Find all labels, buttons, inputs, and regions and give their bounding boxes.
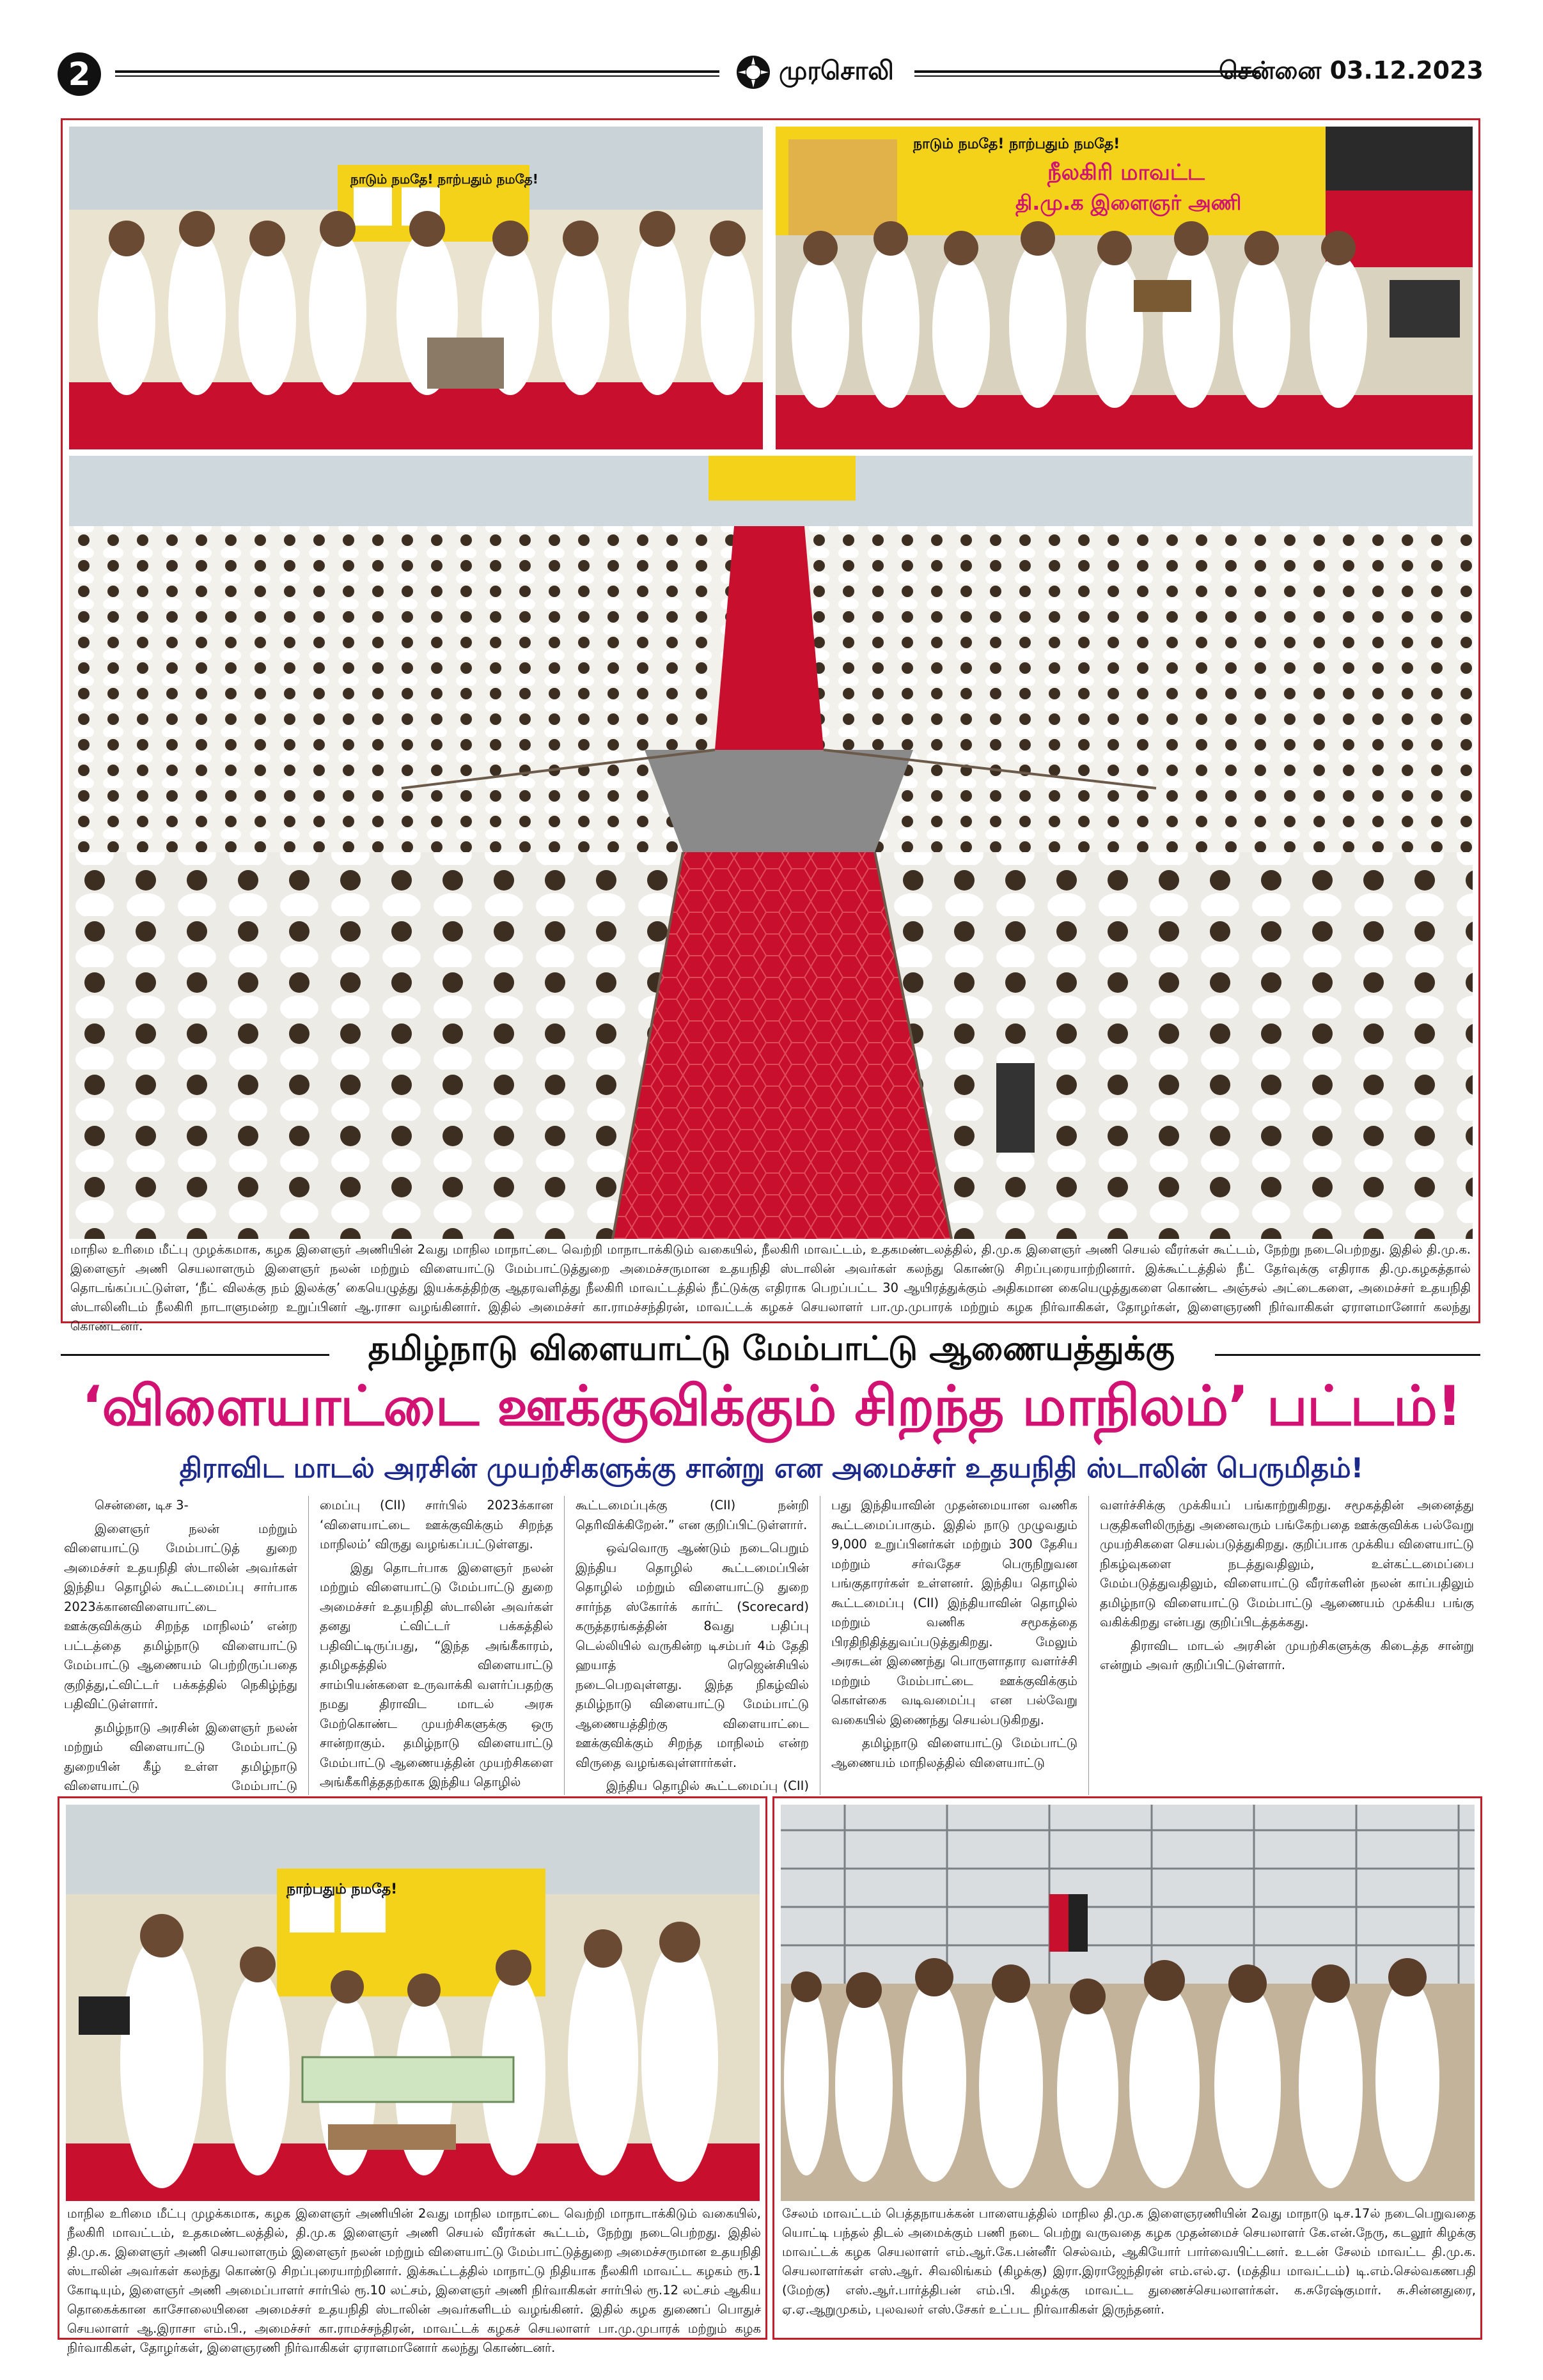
article-paragraph: பது இந்தியாவின் முதன்மையான வணிக கூட்டமைப்பாகும். இதில் நாடு முழுவதும் 9,000 உறுப்பினர்கள் மற்றும் 300 தேசிய மற்றும் சர்வதேச பெருநிறுவன பங்குதாரர்கள் உள்ளனர். இந்திய தொழில் கூட்டமைப்பு (CII) இந்தியாவின் தொழில் மற்றும் வணிக சமூகத்தை பிரதிநிதித்துவப்படுத்துகிறது. மேலும் அரசுடன் இணைந்து பொருளாதார வளர்ச்சி மற்றும் மேம்பாட்டை ஊக்குவிக்கும் கொள்கை வடிவமைப்பு என பல்வேறு வகையில் இணைந்து செயல்படுகிறது. [831, 1498, 1077, 1727]
photo-right-banner-text-2: நீலகிரி மாவட்ட [1047, 160, 1205, 185]
page-number: 2 [58, 52, 101, 96]
article-paragraph: தமிழ்நாடு அரசின் இளைஞர் நலன் மற்றும் விளையாட்டு மேம்பாட்டு துறையின் கீழ் உள்ள தமிழ்நாடு விளையாட்டு மேம்பாட்டு [64, 1720, 297, 1793]
column-separator [308, 1496, 309, 1795]
article-column-2 [320, 1496, 553, 1796]
photo-venue-inspection-image [781, 1805, 1475, 2201]
top-photo-block [61, 118, 1480, 1334]
photo-right-banner-text-3: தி.மு.க இளைஞர் அணி [1015, 191, 1242, 215]
photo-cheque-presentation [66, 1805, 760, 2201]
article-paragraph: கூட்டமைப்புக்கு (CII) நன்றி தெரிவிக்கிறேன்.” என குறிப்பிட்டுள்ளார். [576, 1498, 809, 1532]
article-paragraph: இந்திய தொழில் கூட்டமைப்பு (CII) [606, 1778, 809, 1793]
article-paragraph: இது தொடர்பாக இளைஞர் நலன் மற்றும் விளையாட்டு மேம்பாட்டு துறை அமைச்சர் உதயநிதி ஸ்டாலின் அவர்கள் தனது ட்விட்டர் பக்கத்தில் பதிவிட்டிருப்பது, “இந்த அங்கீகாரம், தமிழகத்தில் விளையாட்டு சாம்பியன்களை உருவாக்கி வளர்ப்பதற்கு நமது திராவிட மாடல் அரசு மேற்கொண்ட முயற்சிகளுக்கு ஒரு சான்றாகும். தமிழ்நாடு விளையாட்டு மேம்பாட்டு ஆணையத்தின் முயற்சிகளை அங்கீகரித்ததற்காக இந்திய தொழில் [320, 1560, 553, 1789]
photo-left-banner-text: நாடும் நமதே! நாற்பதும் நமதே! [350, 171, 538, 187]
top-photo-caption: மாநில உரிமை மீட்பு முழக்கமாக, கழக இளைஞர் அணியின் 2வது மாநில மாநாட்டை வெற்றி மாநாடாக்கிடும் வகையில், நீலகிரி மாவட்டம், உதகமண்டலத்தில், தி.மு.க இளைஞர் அணி செயல் வீரர்கள் கூட்டம், நேற்று நடைபெற்றது. இதில் தி.மு.க. இளைஞர் அணி செயலாளரும் இளைஞர் நலன் மற்றும் விளையாட்டு மேம்பாட்டுத்துறை அமைச்சருமான உதயநிதி ஸ்டாலின் அவர்கள் கலந்து கொண்டு சிறப்புரையாற்றினார். இக்கூட்டத்தில் நீட் தேர்வுக்கு எதிராக தி.மு.கழகத்தால் தொடங்கப்பட்டுள்ள, ‘நீட் விலக்கு நம் இலக்கு’ கையெழுத்து இயக்கத்திற்கு ஆதரவளித்து நீலகிரி மாவட்டத்தில் நீட்டுக்கு எதிராக பெறப்பட்ட 30 ஆயிரத்துக்கும் அதிகமான கையெழுத்துகளை கொண்ட அஞ்சல் அட்டைகளை, அமைச்சர் உதயநிதி ஸ்டாலினிடம் நீலகிரி நாடாளுமன்ற உறுப்பினர் ஆ.ராசா வழங்கினார். இதில் அமைச்சர் கா.ராமச்சந்திரன், மாவட்டக் கழகச் செயலாளர் பா.மு.முபாரக் மற்றும் கழக நிர்வாகிகள், தோழர்கள், இளைஞரணி நிர்வாகிகள் ஏராளமானோர் கலந்து கொண்டனர். [70, 1242, 1471, 1334]
article-column-4 [831, 1496, 1077, 1777]
article-headline: ‘விளையாட்டை ஊக்குவிக்கும் சிறந்த மாநிலம்’ பட்டம்! [81, 1374, 1462, 1438]
article-subhead: திராவிட மாடல் அரசின் முயற்சிகளுக்கு சான்று என அமைச்சர் உதயநிதி ஸ்டாலின் பெருமிதம்! [179, 1452, 1364, 1484]
masthead [58, 47, 1484, 111]
photo-crowd-meeting [69, 456, 1473, 1239]
bottom-right-caption: சேலம் மாவட்டம் பெத்தநாயக்கன் பாளையத்தில் மாநில தி.மு.க இளைஞரணியின் 2வது மாநாடு டிச.17ல் நடைபெறுவதை யொட்டி பந்தல் திடல் அமைக்கும் பணி நடை பெற்று வருவதை கழக முதன்மைச் செயலாளர் கே.என்.நேரு, கடலூர் கிழக்கு மாவட்டக் கழக செயலாளர் எம்.ஆர்.கே.பன்னீர் செல்வம், ஆகியோர் பார்வையிட்டனர். உடன் சேலம் மாவட்ட தி.மு.க. செயலாளர்கள் எஸ்.ஆர். சிவலிங்கம் (கிழக்கு) இரா.இராஜேந்திரன் எம்.எல்.ஏ. (மத்திய மாவட்டம்) டி.எம்.செல்வகணபதி (மேற்கு) எஸ்.ஆர்.பார்த்திபன் எம்.பி. கிழக்கு மாவட்ட துணைச்செயலாளர்கள். க.சுரேஷ்குமார். சு.சின்னதுரை, ஏ.ஏ.ஆறுமுகம், புலவலர் எஸ்.சேகர் உட்பட நிர்வாகிகள் இருந்தனர். [782, 2206, 1476, 2317]
kicker-rule-right [1215, 1354, 1480, 1356]
photo-venue-inspection [781, 1805, 1475, 2201]
article-column-1 [64, 1496, 297, 1819]
article-paragraph: இளைஞர் நலன் மற்றும் விளையாட்டு மேம்பாட்டுத் துறை அமைச்சர் உதயநிதி ஸ்டாலின் அவர்கள் இந்திய தொழில் கூட்டமைப்பு சார்பாக 2023க்கானவிளையாட்டை ஊக்குவிக்கும் சிறந்த மாநிலம்’ என்ற பட்டத்தை தமிழ்நாடு விளையாட்டு மேம்பாட்டு ஆணையம் பெற்றிருப்பதை குறித்து,ட்விட்டர் பக்கத்தில் நெகிழ்ந்து பதிவிட்டுள்ளார். [64, 1521, 297, 1711]
photo-crowd-meeting-image [69, 456, 1473, 1239]
article-dateline: சென்னை, டிச 3- [95, 1498, 189, 1513]
article-paragraph: வளர்ச்சிக்கு முக்கியப் பங்காற்றுகிறது. சமூகத்தின் அனைத்து பகுதிகளிலிருந்து அனைவரும் பங்கேற்பதை ஊக்குவிக்க பல்வேறு முயற்சிகளை செயல்படுத்துகிறது. குறிப்பாக முக்கிய விளையாட்டு நிகழ்வுகளை நடத்துவதிலும், உள்கட்டமைப்பை மேம்படுத்துவதிலும், விளையாட்டு வீரர்களின் நலன் காப்பதிலும் தமிழ்நாடு விளையாட்டு மேம்பாட்டு ஆணையம் முக்கிய பங்கு வகிக்கிறது என்பது குறிப்பிடத்தக்கது. [1100, 1498, 1474, 1629]
article-paragraph: மைப்பு (CII) சார்பில் 2023க்கான ‘விளையாட்டை ஊக்குவிக்கும் சிறந்த மாநிலம்’ விருது வழங்கப்பட்டுள்ளது. [320, 1498, 553, 1552]
bottom-left-caption: மாநில உரிமை மீட்பு முழக்கமாக, கழக இளைஞர் அணியின் 2வது மாநில மாநாட்டை வெற்றி மாநாடாக்கிடும் வகையில், நீலகிரி மாவட்டம், உதகமண்டலத்தில், தி.மு.க இளைஞர் அணி செயல் வீரர்கள் கூட்டம், நேற்று நடைபெற்றது. இதில் தி.மு.க. இளைஞர் அணி செயலாளரும் இளைஞர் நலன் மற்றும் விளையாட்டு மேம்பாட்டுத்துறை அமைச்சருமான உதயநிதி ஸ்டாலின் அவர்கள் கலந்து கொண்டு சிறப்புரையாற்றினார். இக்கூட்டத்தில் மாநாட்டு நிதியாக நீலகிரி மாவட்ட கழகம் ரூ.1 கோடியும், இளைஞர் அணி அமைப்பாளர் சார்பில் ரூ.10 லட்சம், இளைஞர் அணி நிர்வாகிகள் சார்பில் ரூ.12 லட்சம் ஆகிய தொகைக்கான காசோலையினை அமைச்சர் உதயநிதி ஸ்டாலின் அவர்களிடம் வழங்கினர். இதில் கழக துணைப் பொதுச் செயலாளர் ஆ.இராசா எம்.பி., அமைச்சர் கா.ராமச்சந்திரன், மாவட்டக் கழகச் செயலாளர் பா.மு.முபாரக் மற்றும் கழக நிர்வாகிகள், தோழர்கள், இளைஞரணி நிர்வாகிகள் ஏராளமானோர் கலந்து கொண்டனர். [67, 2206, 761, 2355]
rising-sun-logo-icon [735, 54, 771, 90]
article-kicker: தமிழ்நாடு விளையாட்டு மேம்பாட்டு ஆணையத்துக்கு [368, 1330, 1175, 1368]
article-paragraph: திராவிட மாடல் அரசின் முயற்சிகளுக்கு கிடைத்த சான்று என்றும் அவர் குறிப்பிட்டுள்ளார். [1100, 1638, 1474, 1672]
dateline: சென்னை 03.12.2023 [1219, 56, 1484, 84]
article-column-3 [576, 1496, 809, 1819]
photo-cheque-presentation-image [66, 1805, 760, 2201]
bottom-right-photo-block [772, 1796, 1482, 2340]
article-paragraph: ஒவ்வொரு ஆண்டும் நடைபெறும் இந்திய தொழில் கூட்டமைப்பின் தொழில் மற்றும் விளையாட்டு துறை சார்ந்த ஸ்கோர்க் கார்ட் (Scorecard) கருத்தரங்கத்தின் 8வது பதிப்பு டெல்லியில் வருகின்ற டிசம்பர் 4ம் தேதி ஹயாத் ரெஜென்சியில் நடைபெறவுள்ளது. இந்த நிகழ்வில் தமிழ்நாடு விளையாட்டு மேம்பாட்டு ஆணையத்திற்கு விளையாட்டை ஊக்குவிக்கும் சிறந்த மாநிலம் என்ற விருதை வழங்கவுள்ளார்கள். [576, 1541, 809, 1770]
photo-right-banner-text-1: நாடும் நமதே! நாற்பதும் நமதே! [913, 136, 1120, 152]
article-column-5 [1100, 1496, 1474, 1679]
header-rule-right [914, 70, 1260, 77]
bottom-left-photo-block [58, 1796, 767, 2355]
article-paragraph: தமிழ்நாடு விளையாட்டு மேம்பாட்டு ஆணையம் மாநிலத்தில் விளையாட்டு [831, 1736, 1077, 1770]
brand-name: முரசொலி [779, 56, 894, 86]
column-separator [564, 1496, 565, 1795]
column-separator [1088, 1496, 1089, 1795]
brand [735, 50, 902, 95]
header-rule-left [115, 70, 719, 77]
bottom-left-banner-text: நாற்பதும் நமதே! [286, 1881, 398, 1897]
